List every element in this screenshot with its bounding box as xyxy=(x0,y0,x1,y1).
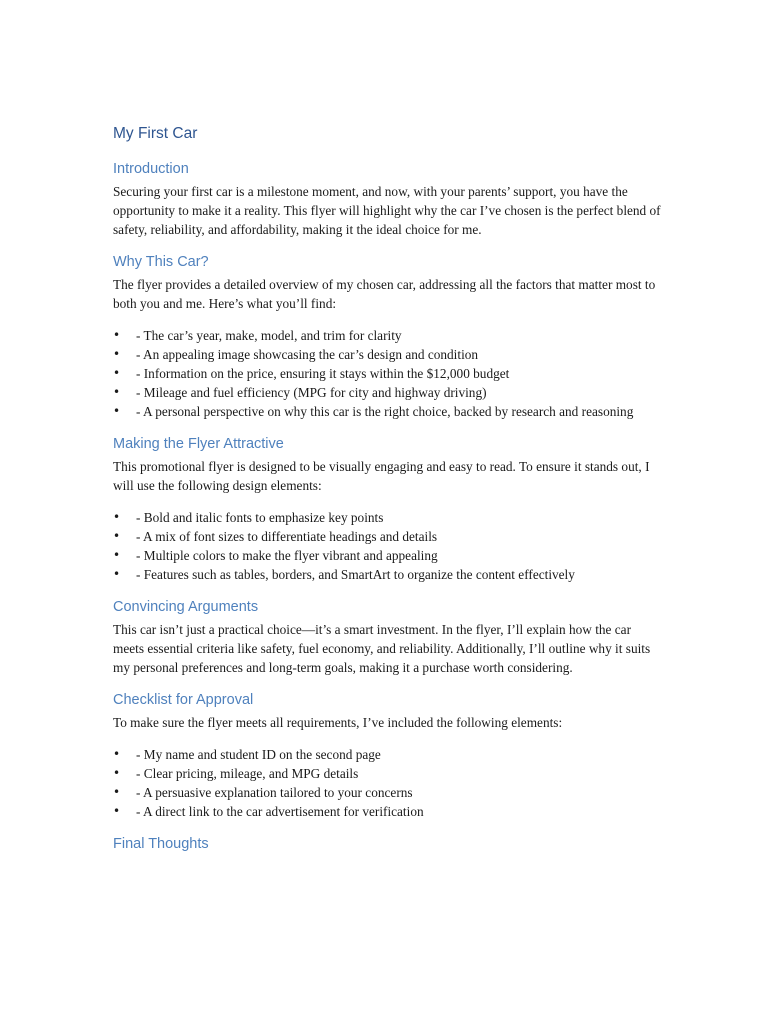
list-item xyxy=(113,402,661,421)
section-checklist-for-approval xyxy=(113,691,661,821)
bullet-icon: • xyxy=(113,804,121,818)
bullet-list xyxy=(113,508,661,584)
list-item-text: - Features such as tables, borders, and SmartArt to organize the content effectively xyxy=(136,567,575,582)
bullet-icon: • xyxy=(113,766,121,780)
list-item xyxy=(113,383,661,402)
section-heading: Introduction xyxy=(113,161,189,177)
list-item xyxy=(113,745,661,764)
list-item xyxy=(113,565,661,584)
list-item-text: - A persuasive explanation tailored to your concerns xyxy=(136,785,413,800)
list-item xyxy=(113,783,661,802)
list-item xyxy=(113,527,661,546)
list-item-text: - A personal perspective on why this car is the right choice, backed by research and reasoning xyxy=(136,404,634,419)
section-paragraph: To make sure the flyer meets all requirements, I’ve included the following elements: xyxy=(113,715,563,730)
section-making-flyer-attractive xyxy=(113,435,661,584)
section-introduction xyxy=(113,160,661,239)
bullet-icon: • xyxy=(113,529,121,543)
bullet-icon: • xyxy=(113,567,121,581)
section-heading: Making the Flyer Attractive xyxy=(113,436,284,452)
list-item xyxy=(113,326,661,345)
bullet-icon: • xyxy=(113,548,121,562)
list-item xyxy=(113,802,661,821)
bullet-icon: • xyxy=(113,328,121,342)
list-item-text: - An appealing image showcasing the car’s design and condition xyxy=(136,347,479,362)
bullet-icon: • xyxy=(113,785,121,799)
bullet-list xyxy=(113,745,661,821)
list-item xyxy=(113,546,661,565)
section-paragraph: The flyer provides a detailed overview of my chosen car, addressing all the factors that matter most to both you and me. Here’s what you’ll find: xyxy=(113,277,656,311)
section-heading: Checklist for Approval xyxy=(113,692,254,708)
document-page xyxy=(113,123,661,857)
bullet-icon: • xyxy=(113,366,121,380)
list-item-text: - Multiple colors to make the flyer vibrant and appealing xyxy=(136,548,438,563)
document-title: My First Car xyxy=(113,125,198,142)
list-item-text: - A mix of font sizes to differentiate headings and details xyxy=(136,529,438,544)
list-item-text: - Clear pricing, mileage, and MPG details xyxy=(136,766,359,781)
list-item-text: - Mileage and fuel efficiency (MPG for city and highway driving) xyxy=(136,385,487,400)
bullet-icon: • xyxy=(113,404,121,418)
bullet-icon: • xyxy=(113,510,121,524)
list-item-text: - Information on the price, ensuring it stays within the $12,000 budget xyxy=(136,366,510,381)
list-item xyxy=(113,508,661,527)
section-heading: Why This Car? xyxy=(113,254,209,270)
list-item-text: - My name and student ID on the second page xyxy=(136,747,381,762)
section-why-this-car xyxy=(113,253,661,421)
section-convincing-arguments xyxy=(113,598,661,677)
bullet-icon: • xyxy=(113,747,121,761)
bullet-icon: • xyxy=(113,385,121,399)
list-item-text: - Bold and italic fonts to emphasize key points xyxy=(136,510,384,525)
list-item xyxy=(113,764,661,783)
section-heading: Final Thoughts xyxy=(113,836,209,852)
bullet-list xyxy=(113,326,661,421)
list-item xyxy=(113,364,661,383)
section-paragraph: This car isn’t just a practical choice—it’s a smart investment. In the flyer, I’ll explain how the car meets essential criteria like safety, fuel economy, and reliability. Additionally, I’ll outline why it suits my personal preferences and long-term goals, making it a purchase worth considering. xyxy=(113,622,651,675)
list-item-text: - The car’s year, make, model, and trim for clarity xyxy=(136,328,402,343)
section-paragraph: Securing your first car is a milestone moment, and now, with your parents’ support, you have the opportunity to make it a reality. This flyer will highlight why the car I’ve chosen is the perfect blend of safety, reliability, and affordability, making it the ideal choice for me. xyxy=(113,184,661,237)
bullet-icon: • xyxy=(113,347,121,361)
section-paragraph: This promotional flyer is designed to be visually engaging and easy to read. To ensure it stands out, I will use the following design elements: xyxy=(113,459,650,493)
section-final-thoughts xyxy=(113,835,661,854)
list-item-text: - A direct link to the car advertisement for verification xyxy=(136,804,424,819)
list-item xyxy=(113,345,661,364)
section-heading: Convincing Arguments xyxy=(113,599,259,615)
